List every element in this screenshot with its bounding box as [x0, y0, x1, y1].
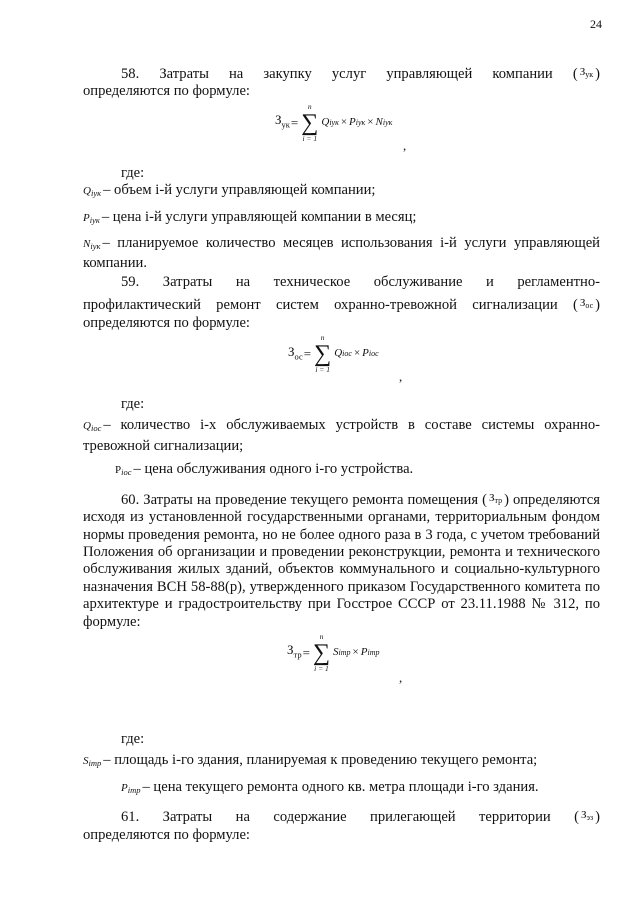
definition-s-tr: $S_{iтр}$ – площадь i-го здания, планируемая к проведению текущего ремонта;: [83, 752, 538, 769]
where-label-58: где:: [121, 164, 145, 181]
formula-59: $З_{ос}$ = n ∑ i = 1 Q iос × P iос ,: [288, 333, 403, 385]
symbol-z-tr: Зтр: [488, 491, 503, 505]
page-number: 24: [590, 17, 602, 31]
document-body: [83, 64, 600, 844]
paragraph-58-line1: 58. Затраты на закупку услуг управляющей компании ( $^{З_{ук}}$ ): [121, 66, 600, 82]
definition-p-os: $P_{iос}$ – цена обслуживания одного i-го устройства.: [115, 461, 414, 478]
definition-q-os: $Q_{iос}$ – количество i-х обслуживаемых устройств в составе системы охранно-тревожной сигнализации;: [83, 417, 600, 454]
symbol-z-ez: Зэз: [581, 809, 594, 823]
paragraph-61-line1: 61. Затраты на содержание прилегающей территории ( $^{З_{эз}}$ ): [121, 809, 600, 826]
paragraph-61-line2: определяются по формуле:: [83, 826, 250, 843]
where-label-60: где:: [121, 730, 145, 747]
paragraph-59-line2: профилактический ремонт систем охранно-тревожной сигнализации ( $^{З_{ос}}$ ): [83, 297, 600, 314]
paragraph-58-line2: определяются по формуле:: [83, 83, 250, 100]
symbol-z-uk: Зук: [579, 66, 594, 79]
definition-p-tr: $P_{iтр}$ – цена текущего ремонта одного кв. метра площади i-го здания.: [121, 778, 539, 795]
definition-q-uk: $Q_{iук}$ – объем i-й услуги управляющей компании;: [83, 182, 376, 199]
sum-symbol: n ∑ i = 1: [314, 333, 332, 375]
formula-58: $З_{ук}$ = n ∑ i = 1 Q iук × P iук × N iук ,: [275, 101, 407, 153]
where-label-59: где:: [121, 396, 145, 413]
definition-p-uk: $P_{iук}$ – цена i-й услуги управляющей компании в месяц;: [83, 208, 417, 225]
sum-symbol: n ∑ i = 1: [312, 631, 331, 673]
definition-n-uk: $N_{iук}$ – планируемое количество месяцев использования i-й услуги управляющей компании.: [83, 235, 600, 272]
formula-60: $З_{тр}$ = n ∑ i = 1 S iтр × P iтр ,: [287, 631, 403, 685]
paragraph-60: 60. Затраты на проведение текущего ремонта помещения ( $^{З_{тр}}$ ) определяются исходя из установленной государственными органами, территориальным фондом нормы проведения ремонта, но не более одного раза в 3 года, с учетом требований Положения об организации и проведении реконструкции, ремонта и технического обслуживания жилых зданий, объектов коммунального и социально-культурного назначения ВСН 58-88(р), утвержденного приказом Государственного комитета по архитектуре и градостроительству при Госстрое СССР от 23.11.1988 № 312, по формуле:: [83, 491, 600, 630]
paragraph-59-line1: 59. Затраты на техническое обслуживание и регламентно-: [121, 273, 600, 290]
paragraph-59-line3: определяются по формуле:: [83, 314, 250, 331]
symbol-z-os: Зос: [579, 297, 594, 311]
sum-symbol: n ∑ i = 1: [301, 101, 319, 143]
